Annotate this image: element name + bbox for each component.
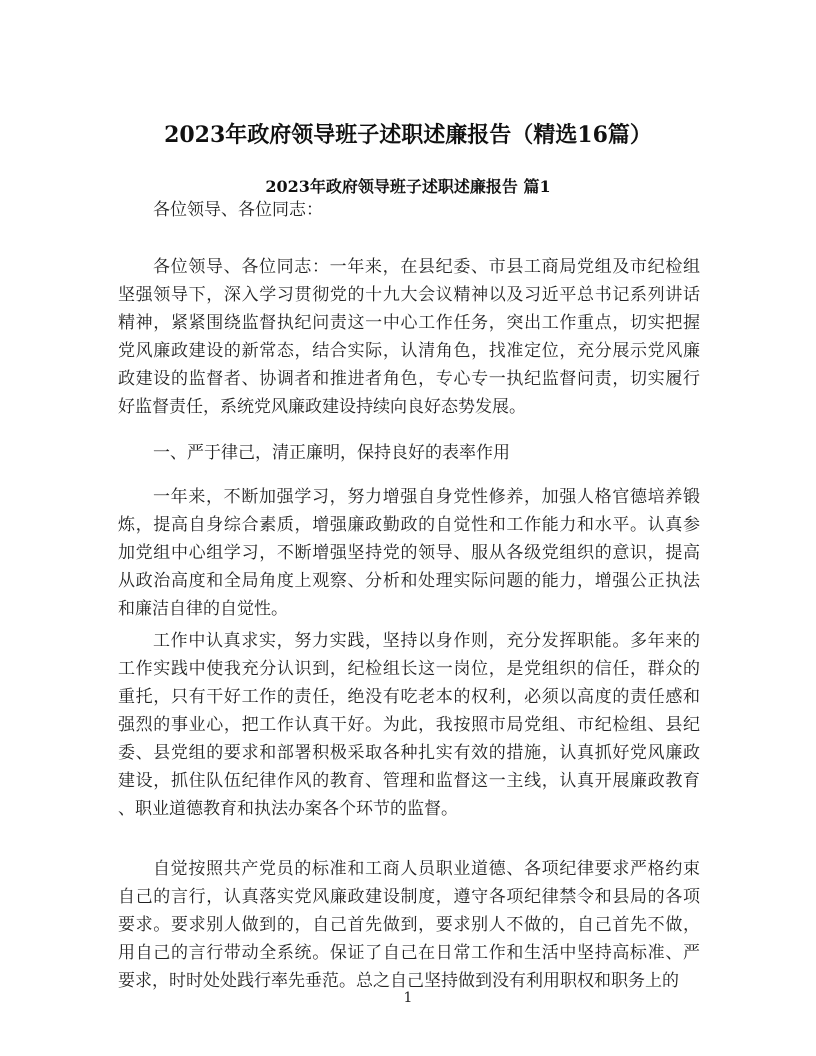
text-line: 建设，抓住队伍纪律作风的教育、管理和监督这一主线，认真开展廉政教育 bbox=[118, 771, 700, 791]
text-line: 政建设的监督者、协调者和推进者角色，专心专一执纪监督问责，切实履行 bbox=[118, 369, 700, 389]
text-line: 精神，紧紧围绕监督执纪问责这一中心工作任务，突出工作重点，切实把握 bbox=[118, 313, 700, 333]
text-line: 坚强领导下，深入学习贯彻党的十九大会议精神以及习近平总书记系列讲话 bbox=[118, 285, 700, 305]
text-line: 自己的言行，认真落实党风廉政建设制度，遵守各项纪律禁令和县局的各项 bbox=[118, 887, 700, 907]
text-line: 一、严于律己，清正廉明，保持良好的表率作用 bbox=[153, 443, 510, 463]
text-line: 委、县党组的要求和部署积极采取各种扎实有效的措施，认真抓好党风廉政 bbox=[118, 743, 700, 763]
text-line: 加党组中心组学习，不断增强坚持党的领导、服从各级党组织的意识，提高 bbox=[118, 543, 700, 563]
section-title: 2023年政府领导班子述职述廉报告 篇1 bbox=[265, 177, 551, 196]
text-line: 从政治高度和全局角度上观察、分析和处理实际问题的能力，增强公正执法 bbox=[118, 571, 700, 591]
text-line: 一年来，不断加强学习，努力增强自身党性修养，加强人格官德培养锻 bbox=[153, 487, 700, 507]
salutation bbox=[118, 196, 700, 224]
text-line: 要求。要求别人做到的，自己首先做到，要求别人不做的，自己首先不做， bbox=[118, 915, 700, 935]
text-line: 炼，提高自身综合素质，增强廉政勤政的自觉性和工作能力和水平。认真参 bbox=[118, 515, 700, 535]
text-line: 用自己的言行带动全系统。保证了自己在日常工作和生活中坚持高标准、严 bbox=[118, 943, 700, 963]
text-line: 各位领导、各位同志： bbox=[153, 200, 323, 220]
paragraph bbox=[118, 483, 700, 623]
document-title: 2023年政府领导班子述职述廉报告（精选16篇） bbox=[164, 122, 652, 148]
text-line: 好监督责任，系统党风廉政建设持续向良好态势发展。 bbox=[118, 397, 526, 417]
text-line: 工作中认真求实，努力实践，坚持以身作则，充分发挥职能。多年来的 bbox=[153, 631, 700, 651]
paragraph bbox=[118, 253, 700, 421]
text-line: 自觉按照共产党员的标准和工商人员职业道德、各项纪律要求严格约束 bbox=[153, 859, 700, 879]
text-line: 各位领导、各位同志：一年来，在县纪委、市县工商局党组及市纪检组 bbox=[153, 257, 700, 277]
page-number: 1 bbox=[403, 990, 413, 1006]
paragraph bbox=[118, 855, 700, 995]
text-line: 强烈的事业心，把工作认真干好。为此，我按照市局党组、市纪检组、县纪 bbox=[118, 715, 700, 735]
paragraph bbox=[118, 627, 700, 823]
text-line: 要求，时时处处践行率先垂范。总之自己坚持做到没有利用职权和职务上的 bbox=[118, 971, 679, 991]
text-line: 党风廉政建设的新常态，结合实际，认清角色，找准定位，充分展示党风廉 bbox=[118, 341, 700, 361]
text-line: 和廉洁自律的自觉性。 bbox=[118, 599, 288, 619]
text-line: 工作实践中使我充分认识到，纪检组长这一岗位，是党组织的信任，群众的 bbox=[118, 659, 700, 679]
section-heading bbox=[118, 439, 700, 467]
text-line: 重托，只有干好工作的责任，绝没有吃老本的权利，必须以高度的责任感和 bbox=[118, 687, 700, 707]
text-line: 、职业道德教育和执法办案各个环节的监督。 bbox=[118, 799, 458, 819]
